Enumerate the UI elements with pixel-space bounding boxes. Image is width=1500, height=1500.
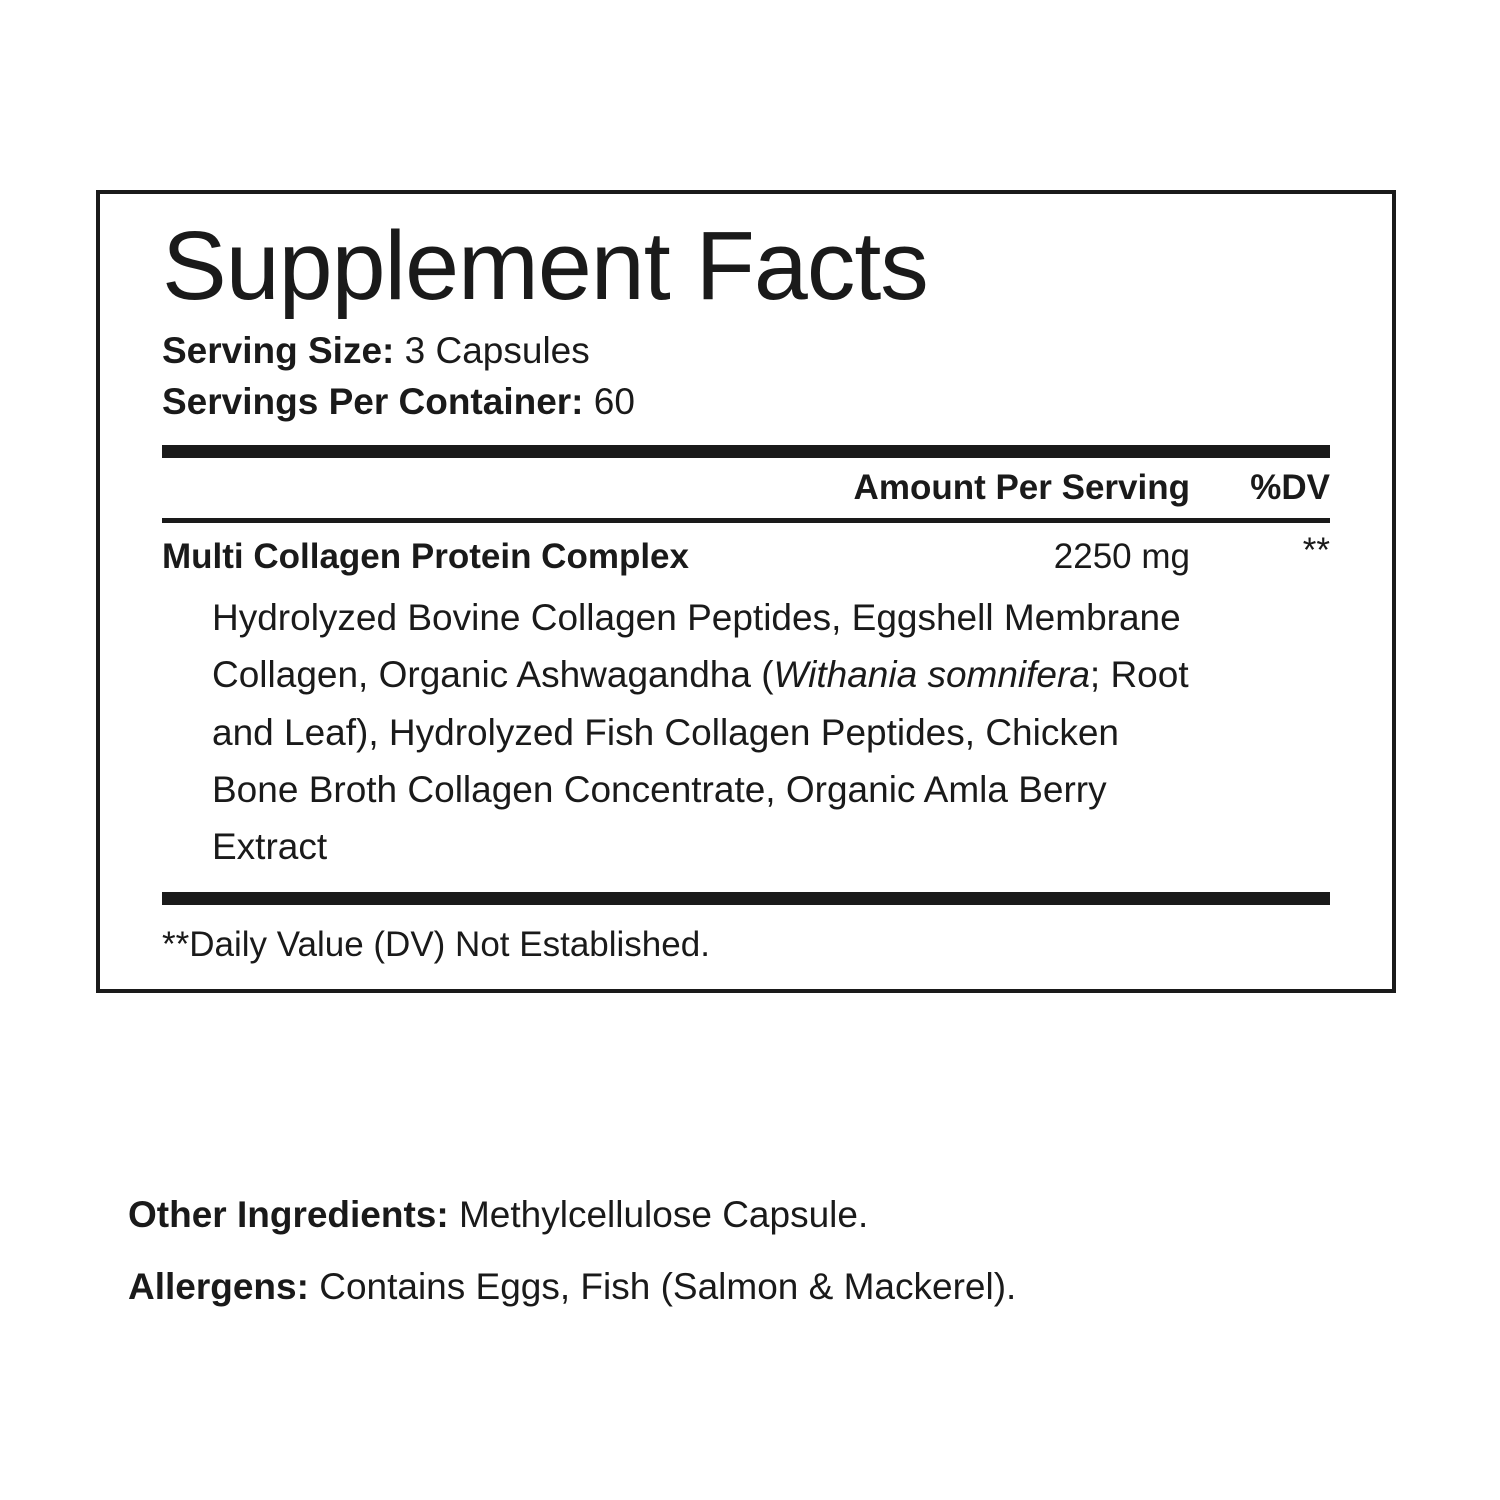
panel-title: Supplement Facts [162,211,928,320]
supplement-facts-panel [96,190,1396,993]
serving-size-line [162,325,1362,376]
other-ingredients-label: Other Ingredients: [128,1194,449,1235]
serving-size-label: Serving Size: [162,329,395,371]
daily-value-footnote: **Daily Value (DV) Not Established. [162,924,710,964]
dv-header: %DV [1250,467,1330,507]
nutrient-amount: 2250 mg [1053,536,1190,576]
column-headers-row [162,468,1330,508]
servings-per-container-value: 60 [593,380,635,422]
allergens-label: Allergens: [128,1265,309,1307]
divider-thin [162,518,1330,523]
nutrient-name: Multi Collagen Protein Complex [162,536,689,576]
divider-thick-top [162,445,1330,458]
nutrient-dv: ** [1302,530,1330,570]
sub-ingredients-list [212,589,1192,876]
sub-ingredients-pre: Hydrolyzed Bovine Collagen Peptides, Eggshell Membrane Collagen, Organic Ashwagandha ( [212,596,1181,696]
amount-per-serving-header: Amount Per Serving [853,467,1190,507]
other-ingredients-line [128,1190,1428,1240]
sub-ingredients-botanical-name: Withania somnifera [773,654,1090,696]
servings-per-container-line [162,376,1362,427]
nutrient-row [162,530,1330,577]
sub-ingredients-post: ; Root and Leaf), Hydrolyzed Fish Collagen Peptides, Chicken Bone Broth Collagen Concentrate, Organic Amla Berry Extract [212,654,1189,868]
allergens-line [128,1262,1428,1312]
below-panel-notes [128,1190,1428,1334]
servings-per-container-label: Servings Per Container: [162,380,584,422]
allergens-value: Contains Eggs, Fish (Salmon & Mackerel). [319,1265,1017,1307]
divider-thick-bottom [162,892,1330,905]
other-ingredients-value: Methylcellulose Capsule. [458,1194,869,1235]
serving-size-value: 3 Capsules [404,329,590,371]
